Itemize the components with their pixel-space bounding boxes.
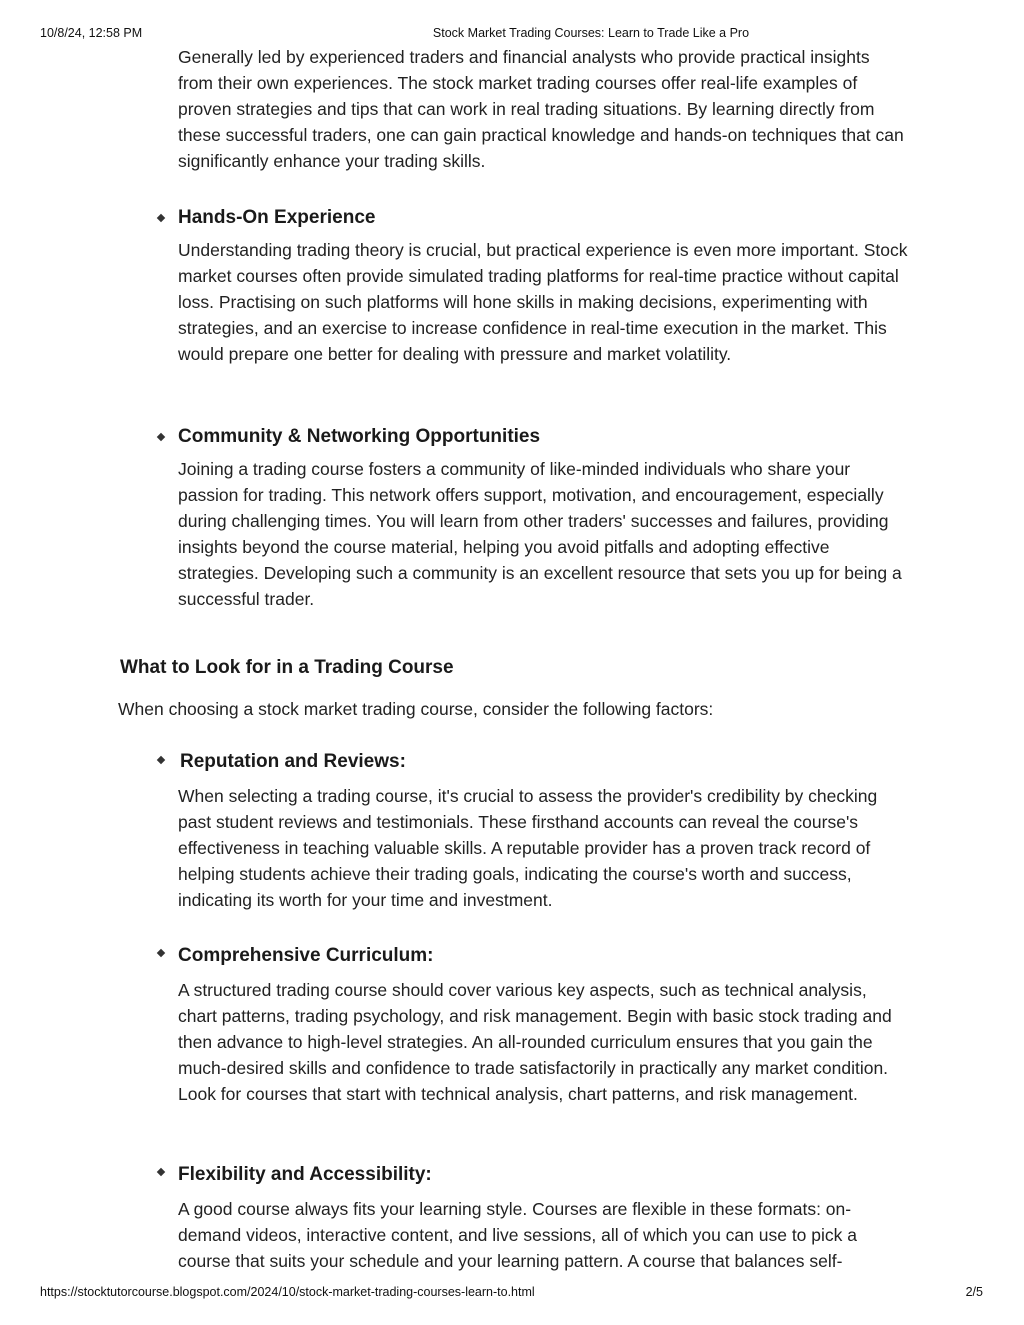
benefit-title-community: Community & Networking Opportunities — [178, 426, 541, 447]
diamond-bullet-icon — [157, 1168, 165, 1176]
diamond-bullet-icon — [157, 214, 165, 222]
section-heading: What to Look for in a Trading Course — [120, 657, 454, 678]
factor-text-reputation: When selecting a trading course, it's crucial to assess the provider's credibility by checking past student reviews and testimonials. These firsthand accounts can reveal the course's effectiveness in teaching valuable skills. A reputable provider has a proven track record of helping students achieve their trading goals, indicating the course's worth and success, indicating its worth for your time and investment. — [178, 786, 878, 910]
intro-continuation-paragraph: Generally led by experienced traders and financial analysts who provide practical insights from their own experiences. The stock market trading courses offer real-life examples of proven strategies and tips that can work in real trading situations. By learning directly from these successful traders, one can gain practical knowledge and hands-on techniques that can significantly enhance your trading skills. — [178, 47, 904, 171]
print-url: https://stocktutorcourse.blogspot.com/2024/10/stock-market-trading-courses-learn-to.html — [40, 1285, 535, 1299]
factor-title-curriculum: Comprehensive Curriculum: — [178, 945, 434, 966]
benefit-title-hands-on: Hands-On Experience — [178, 207, 376, 228]
factor-text-flexibility: A good course always fits your learning style. Courses are flexible in these formats: on-demand videos, interactive content, and live sessions, all of which you can use to pick a course that suits your schedule and your learning pattern. A course that balances self- — [178, 1199, 857, 1271]
print-datetime: 10/8/24, 12:58 PM — [40, 26, 143, 40]
factor-text-curriculum: A structured trading course should cover various key aspects, such as technical analysis, chart patterns, trading psychology, and risk management. Begin with basic stock trading and then advance to high-level strategies. An all-rounded curriculum ensures that you gain the much-desired skills and confidence to trade satisfactorily in practically any market condition. Look for courses that start with technical analysis, chart patterns, and risk management. — [178, 980, 892, 1104]
diamond-bullet-icon — [157, 949, 165, 957]
diamond-bullet-icon — [157, 756, 165, 764]
print-page-title: Stock Market Trading Courses: Learn to Trade Like a Pro — [432, 26, 750, 40]
benefit-text-community: Joining a trading course fosters a community of like-minded individuals who share your passion for trading. This network offers support, motivation, and encouragement, especially during challenging times. You will learn from other traders' successes and failures, providing insights beyond the course material, helping you avoid pitfalls and adopting effective strategies. Developing such a community is an excellent resource that sets you up for being a successful trader. — [178, 459, 902, 609]
factor-title-flexibility: Flexibility and Accessibility: — [178, 1164, 432, 1185]
page-number: 2/5 — [965, 1285, 983, 1299]
factor-title-reputation: Reputation and Reviews: — [180, 751, 406, 772]
diamond-bullet-icon — [157, 433, 165, 441]
section-intro: When choosing a stock market trading course, consider the following factors: — [118, 699, 714, 719]
benefit-text-hands-on: Understanding trading theory is crucial, but practical experience is even more important. Stock market courses often provide simulated trading platforms for real-time practice without capital loss. Practising on such platforms will hone skills in making decisions, experimenting with strategies, and an exercise to increase confidence in real-time execution in the market. This would prepare one better for dealing with pressure and market volatility. — [178, 240, 908, 364]
